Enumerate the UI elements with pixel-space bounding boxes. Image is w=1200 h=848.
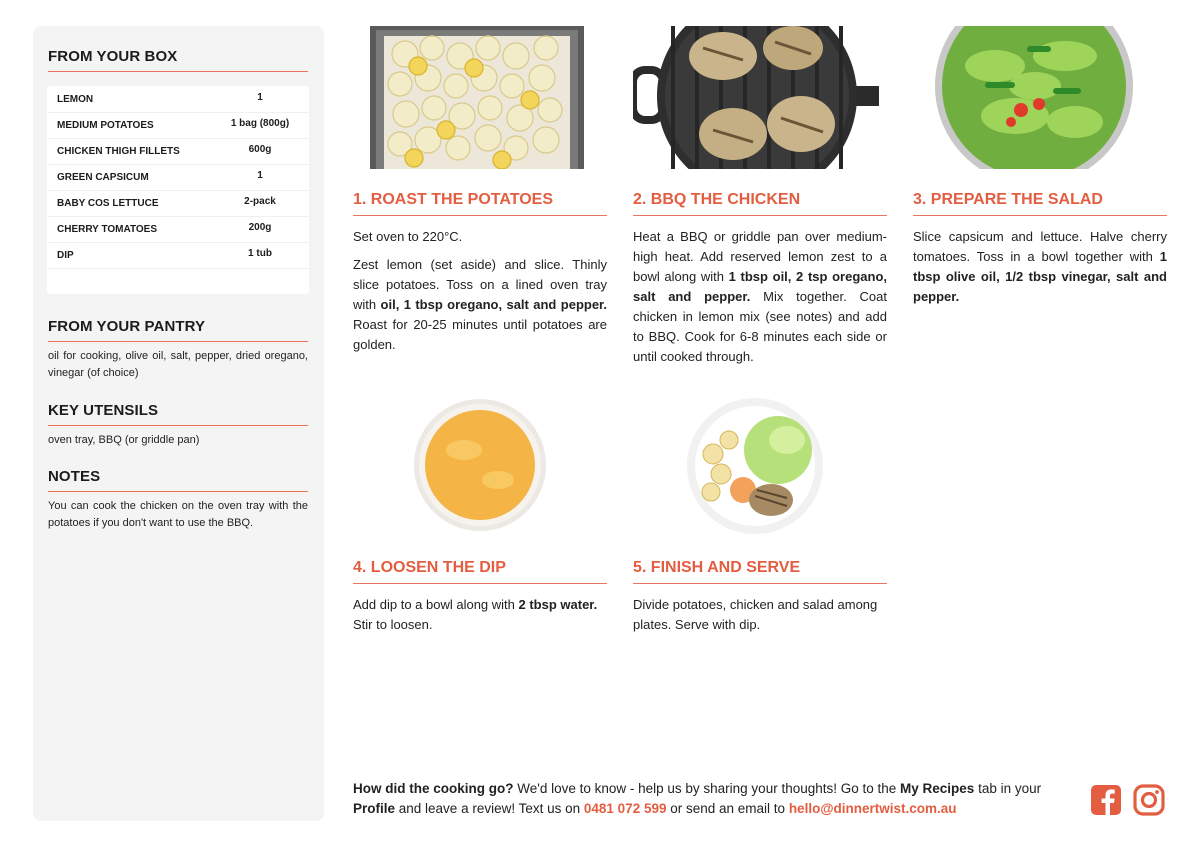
step-4-body	[353, 595, 607, 643]
serve-plate-photo	[683, 398, 827, 535]
profile-link[interactable]: Profile	[353, 801, 396, 816]
ingredient-row	[47, 138, 309, 165]
notes-text: You can cook the chicken on the oven tray with the potatoes if you don't want to use the BBQ.	[48, 500, 308, 529]
step-4-title: 4. LOOSEN THE DIP	[353, 559, 607, 584]
step-3-text: Slice capsicum and lettuce. Halve cherry tomatoes. Toss in a bowl together with 1 tbsp olive oil, 1/2 tbsp vinegar, salt and pepper.	[913, 229, 1167, 304]
step-1-text: Set oven to 220°C.	[353, 229, 463, 244]
ingredient-row	[47, 112, 309, 139]
step-4-text: Add dip to a bowl along with 2 tbsp water. Stir to loosen.	[353, 597, 598, 632]
ingredient-name: MEDIUM POTATOES	[57, 120, 154, 131]
ingredient-row	[47, 190, 309, 217]
ingredient-qty: 1	[257, 170, 263, 181]
ingredient-row	[47, 242, 309, 269]
email-link[interactable]: hello@dinnertwist.com.au	[788, 801, 957, 816]
sidebar	[33, 26, 324, 821]
ingredients-table	[47, 86, 309, 294]
ingredient-name: LEMON	[57, 94, 94, 105]
from-your-pantry-title: FROM YOUR PANTRY	[48, 318, 308, 342]
instagram-icon[interactable]	[1133, 784, 1165, 816]
step-1-body	[353, 227, 607, 363]
ingredient-qty: 1 bag (800g)	[230, 118, 290, 129]
feedback-footer: How did the cooking go? We'd love to know - help us by sharing your thoughts! Go to the My Recipes tab in your Profile and leave a review! Text us on 0481 072 599 or send an email to hello@dinnertwist.com.au	[353, 781, 1042, 816]
ingredient-qty: 2-pack	[244, 196, 276, 207]
step-1-title: 1. ROAST THE POTATOES	[353, 191, 607, 216]
footer-question: How did the cooking go?	[353, 781, 514, 796]
step-3-body	[913, 227, 1167, 315]
facebook-icon[interactable]	[1090, 784, 1122, 816]
utensils-text: oven tray, BBQ (or griddle pan)	[48, 434, 200, 446]
step-1-text-2: Zest lemon (set aside) and slice. Thinly slice potatoes. Toss on a lined oven tray with oil, 1 tbsp oregano, salt and pepper. Roast for 20-25 minutes until potatoes are golden.	[353, 257, 608, 352]
ingredient-name: BABY COS LETTUCE	[57, 198, 159, 209]
step-2-body	[633, 227, 887, 375]
ingredient-name: CHERRY TOMATOES	[57, 224, 158, 235]
step-2-title: 2. BBQ THE CHICKEN	[633, 191, 887, 216]
my-recipes-link[interactable]: My Recipes	[900, 781, 975, 796]
step-5-title: 5. FINISH AND SERVE	[633, 559, 887, 584]
pantry-text: oil for cooking, olive oil, salt, pepper, dried oregano, vinegar (of choice)	[48, 350, 308, 379]
step-5-body	[633, 595, 887, 643]
from-your-box-title: FROM YOUR BOX	[48, 48, 308, 72]
step-3-title: 3. PREPARE THE SALAD	[913, 191, 1167, 216]
dip-photo	[412, 398, 548, 532]
ingredient-row	[47, 86, 309, 113]
bbq-chicken-photo	[633, 26, 881, 169]
ingredient-row	[47, 164, 309, 191]
roast-potatoes-photo	[370, 26, 584, 169]
ingredient-qty: 1	[257, 92, 263, 103]
ingredient-row	[47, 216, 309, 243]
ingredient-name: CHICKEN THIGH FILLETS	[57, 146, 180, 157]
ingredient-name: GREEN CAPSICUM	[57, 172, 149, 183]
step-2-text: Heat a BBQ or griddle pan over medium-high heat. Add reserved lemon zest to a bowl along with 1 tbsp oil, 2 tsp oregano, salt and pepper. Mix together. Coat chicken in lemon mix (see notes) and add to BBQ. Cook for 6-8 minutes each side or until cooked through.	[633, 229, 887, 364]
step-5-text: Divide potatoes, chicken and salad among plates. Serve with dip.	[633, 597, 878, 632]
notes-title: NOTES	[48, 468, 308, 492]
key-utensils-title: KEY UTENSILS	[48, 402, 308, 426]
salad-photo	[935, 26, 1133, 169]
phone-link[interactable]: 0481 072 599	[583, 801, 667, 816]
ingredient-qty: 600g	[248, 144, 272, 155]
ingredient-name: DIP	[57, 250, 74, 261]
ingredient-qty: 200g	[248, 222, 272, 233]
ingredient-qty: 1 tub	[248, 248, 272, 259]
